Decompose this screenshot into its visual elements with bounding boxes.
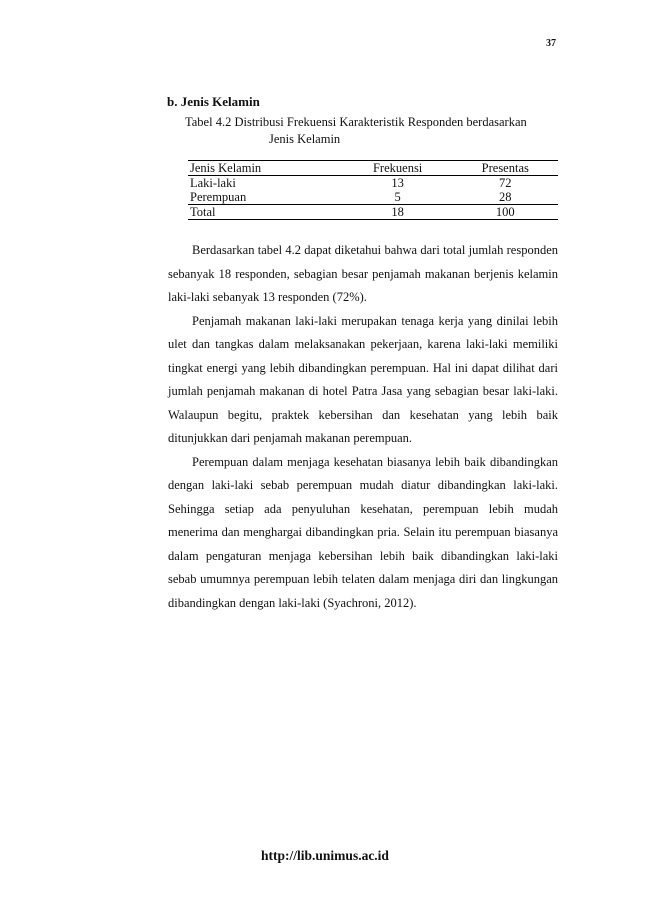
cell-total-percentage: 100: [453, 205, 558, 220]
cell-percentage: 72: [499, 176, 512, 190]
cell-percentage: 28: [499, 190, 512, 204]
frequency-table: [188, 160, 558, 220]
footer-url: http://lib.unimus.ac.id: [261, 848, 389, 863]
body-text: [168, 239, 558, 615]
table-caption: [185, 114, 527, 148]
table-row: [188, 176, 558, 191]
cell-category: Perempuan: [190, 190, 247, 204]
table-header-row: [188, 161, 558, 176]
header-frekuensi: Frekuensi: [343, 161, 453, 176]
header-jenis-kelamin: Jenis Kelamin: [188, 161, 343, 176]
paragraph: Perempuan dalam menjaga kesehatan biasanya lebih baik dibandingkan dengan laki-laki sebab perempuan mudah diatur dibandingkan laki-laki. Sehingga setiap ada penyuluhan kesehatan, perempuan lebih mudah menerima dan menghargai dibandingkan pria. Selain itu perempuan biasanya dalam pengaturan menjaga kebersihan lebih baik dibandingkan laki-laki sebab umumnya perempuan lebih telaten dalam menjaga diri dan lingkungan dibandingkan dengan laki-laki (Syachroni, 2012).: [168, 454, 558, 610]
cell-frequency: 5: [394, 190, 401, 204]
table-row: [188, 190, 558, 205]
table-total-row: [188, 205, 558, 220]
cell-total-label: Total: [188, 205, 343, 220]
cell-category: Laki-laki: [190, 176, 236, 190]
cell-total-frequency: 18: [343, 205, 453, 220]
section-heading: b. Jenis Kelamin: [167, 94, 260, 109]
table-caption-line-2: Jenis Kelamin: [269, 132, 341, 146]
paragraph: Penjamah makanan laki-laki merupakan tenaga kerja yang dinilai lebih ulet dan tangkas dalam melaksanakan pekerjaan, karena laki-laki memiliki tingkat energi yang lebih dibandingkan perempuan. Hal ini dapat dilihat dari jumlah penjamah makanan di hotel Patra Jasa yang sebagian besar laki-laki. Walaupun begitu, praktek kebersihan dan kesehatan yang lebih baik ditunjukkan dari penjamah makanan perempuan.: [168, 313, 558, 445]
table-caption-line-1: Tabel 4.2 Distribusi Frekuensi Karakteristik Responden berdasarkan: [185, 115, 527, 129]
cell-frequency: 13: [391, 176, 404, 190]
page-number: 37: [546, 38, 556, 49]
header-presentase: Presentas: [453, 161, 558, 176]
paragraph: Berdasarkan tabel 4.2 dapat diketahui bahwa dari total jumlah responden sebanyak 18 responden, sebagian besar penjamah makanan berjenis kelamin laki-laki sebanyak 13 responden (72%).: [168, 243, 558, 304]
